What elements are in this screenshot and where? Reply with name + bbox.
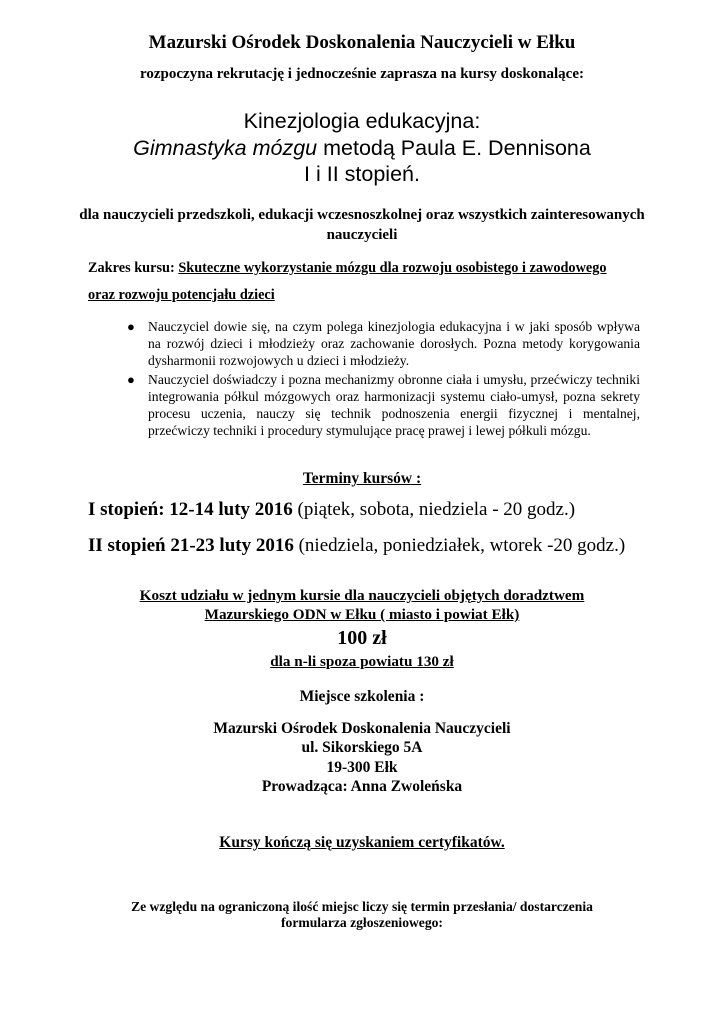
audience: dla nauczycieli przedszkoli, edukacji wczesnoszkolnej oraz wszystkich zainteresowanych nauczycieli xyxy=(79,207,645,243)
place-line-1: Mazurski Ośrodek Doskonalenia Nauczycieli xyxy=(213,720,511,737)
header-title: Mazurski Ośrodek Doskonalenia Nauczycieli w Ełku xyxy=(148,32,576,53)
cost-line-2: Mazurskiego ODN w Ełku ( miasto i powiat Ełk) xyxy=(204,606,520,623)
term-1-rest: (piątek, sobota, niedziela - 20 godz.) xyxy=(292,499,576,520)
list-item xyxy=(127,371,640,440)
scope-label: Zakres kursu: xyxy=(88,260,179,276)
term-2-rest: (niedziela, poniedziałek, wtorek -20 godz.) xyxy=(293,535,626,556)
term-2 xyxy=(88,535,625,557)
scope-line-2: oraz rozwoju potencjału dzieci xyxy=(88,287,275,303)
scope-text-1: Skuteczne wykorzystanie mózgu dla rozwoju osobistego i zawodowego xyxy=(178,260,607,276)
course-title-line-1: Kinezjologia edukacyjna: xyxy=(243,109,481,133)
place-line-3: 19-300 Ełk xyxy=(326,759,398,776)
place-heading: Miejsce szkolenia : xyxy=(299,688,425,705)
bullet-icon: ● xyxy=(127,371,135,387)
certificates-note: Kursy kończą się uzyskaniem certyfikatów. xyxy=(219,834,505,851)
cost-line-1: Koszt udziału w jednym kursie dla nauczycieli objętych doradztwem xyxy=(139,587,585,604)
place-line-2: ul. Sikorskiego 5A xyxy=(301,739,423,756)
term-1 xyxy=(88,499,575,521)
place-line-4: Prowadząca: Anna Zwoleńska xyxy=(261,778,463,795)
course-title-line-3: I i II stopień. xyxy=(304,162,420,186)
course-title-line-2 xyxy=(0,136,724,161)
bullet-list xyxy=(127,318,640,440)
bullet-text: Nauczyciel dowie się, na czym polega kinezjologia edukacyjna i w jaki sposób wpływa na rozwój dzieci i młodzieży oraz zachowanie dorosłych. Pozna metody korygowania dysharmonii rozwojowych u dzieci i młodzieży. xyxy=(148,319,640,369)
header-subtitle: rozpoczyna rekrutację i jednocześnie zaprasza na kursy doskonalące: xyxy=(140,66,584,82)
term-2-bold: II stopień 21-23 luty 2016 xyxy=(88,535,294,556)
scope-line-1 xyxy=(88,260,607,277)
deadline-line-1: Ze względu na ograniczoną ilość miejsc liczy się termin przesłania/ dostarczenia xyxy=(131,899,593,914)
list-item xyxy=(127,318,640,370)
cost-other: dla n-li spoza powiatu 130 zł xyxy=(270,653,454,670)
terms-heading: Terminy kursów : xyxy=(302,470,422,487)
cost-price: 100 zł xyxy=(337,627,387,649)
bullet-text: Nauczyciel doświadczy i pozna mechanizmy obronne ciała i umysłu, przećwiczy techniki integrowania półkul mózgowych oraz harmonizacji systemu ciało-umysł, pozna sekrety procesu uczenia, nauczy się technik podnoszenia energii fizycznej i mentalnej, przećwiczy techniki i procedury stymulujące pracę prawej i lewej półkuli mózgu. xyxy=(148,371,640,439)
course-title-italic: Gimnastyka mózgu xyxy=(133,136,318,160)
deadline-line-2: formularza zgłoszeniowego: xyxy=(281,915,443,930)
term-1-bold: I stopień: 12-14 luty 2016 xyxy=(88,499,293,520)
bullet-icon: ● xyxy=(127,319,135,334)
course-title-rest: metodą Paula E. Dennisona xyxy=(317,136,591,160)
